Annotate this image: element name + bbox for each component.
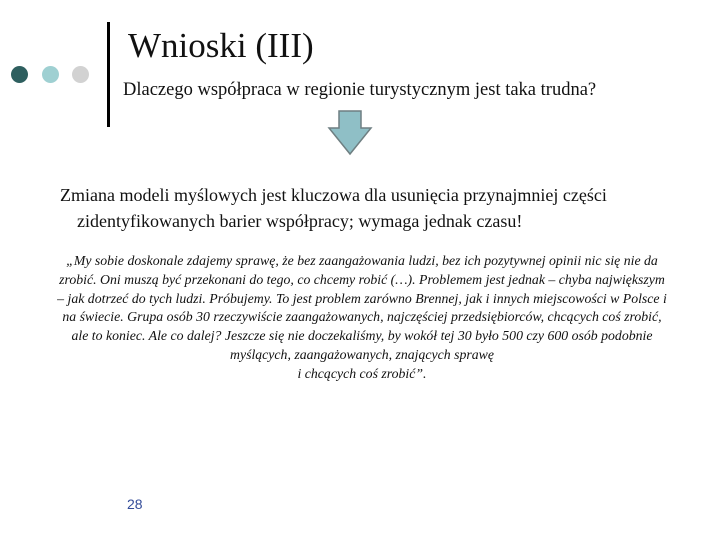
down-arrow-icon	[327, 110, 373, 156]
quote-line: i chcących coś zrobić”.	[297, 365, 427, 381]
decorative-dots	[11, 66, 95, 84]
slide-subtitle: Dlaczego współpraca w regionie turystycznym jest taka trudna?	[123, 80, 597, 100]
main-statement: Zmiana modeli myślowych jest kluczowa dla usunięcia przynajmniej części zidentyfikowanych barier współpracy; wymaga jednak czasu!	[60, 185, 607, 231]
quote-line: ale to koniec. Ale co dalej? Jeszcze się nie doczekaliśmy, by wokół tej 30 było 500 czy 600 osób podobnie	[71, 328, 653, 344]
dot-dark	[11, 66, 28, 83]
quote-block	[12, 252, 712, 384]
slide-title: Wnioski (III)	[128, 26, 314, 65]
dot-light	[42, 66, 59, 83]
quote-line: na świecie. Grupa osób 30 rzeczywiście zaangażowanych, najczęściej przedsiębiorców, chcących coś zrobić,	[62, 309, 662, 325]
quote-line: – jak dotrzeć do tych ludzi. Próbujemy. To jest problem zarówno Brennej, jak i innych miejscowości w Polsce i	[57, 290, 667, 306]
quote-line: myślących, zaangażowanych, znających sprawę	[229, 346, 494, 362]
title-divider	[107, 22, 110, 127]
quote-line: „My sobie doskonale zdajemy sprawę, że bez zaangażowania ludzi, bez ich pozytywnej opinii nic się nie da	[66, 253, 658, 268]
page-number: 28	[127, 496, 143, 512]
quote-line: zrobić. Oni muszą być przekonani do tego, co chcemy robić (…). Problemem jest jednak – chyba największym	[59, 271, 665, 287]
dot-gray	[72, 66, 89, 83]
